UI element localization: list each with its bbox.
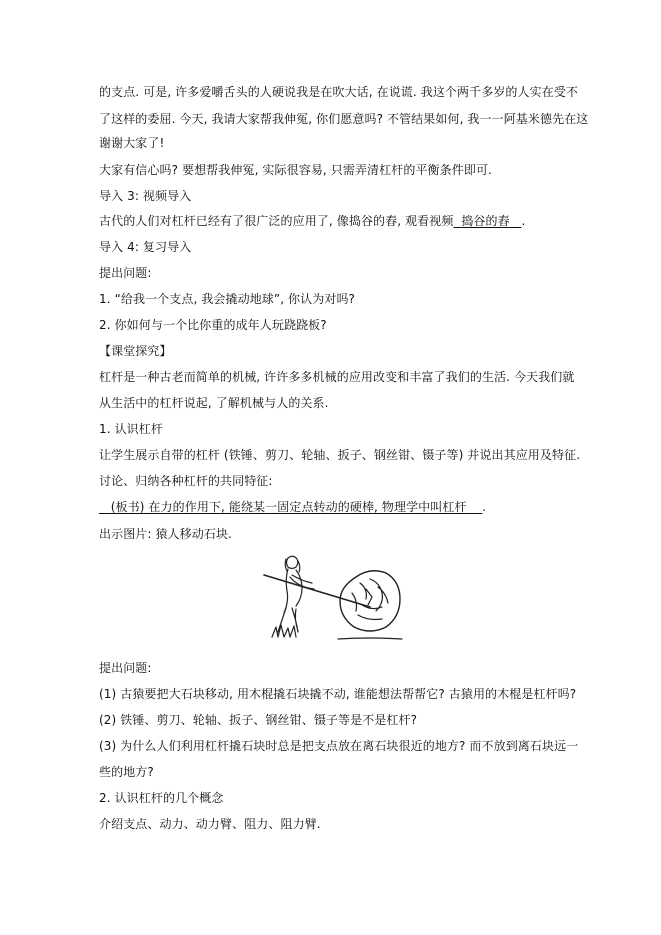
question-1: 1. “给我一个支点, 我会撬动地球”, 你认为对吗? [99,292,356,306]
question-label-1: 提出问题: [99,266,152,280]
question-ape-1: (1) 古猿要把大石块移动, 用木棍撬石块撬不动, 谁能想法帮帮它? 古猿用的木棍是杠杆吗? [99,687,577,701]
subheading-know-lever: 1. 认识杠杆 [99,422,163,436]
text-show-picture: 出示图片: 猿人移动石块. [99,527,232,541]
blank-answer [453,214,521,228]
definition-underlined [99,500,482,514]
text-lever-intro-1: 杠杆是一种古老而简单的机械, 许许多多机械的应用改变和丰富了我们的生活. 今天我们就 [99,370,575,384]
ape-moving-stone-illustration [258,553,404,643]
text-student-show: 让学生展示自带的杠杆 (铁锤、剪刀、轮轴、扳子、钢丝钳、镊子等) 并说出其应用及特征. [99,448,581,462]
subheading-lever-concepts: 2. 认识杠杆的几个概念 [99,791,224,805]
question-ape-3-cont: 些的地方? [99,765,154,779]
video-sentence: 古代的人们对杠杆已经有了很广泛的应用了, 像捣谷的舂, 观看视频 [99,214,454,228]
text-line-1: 的支点. 可是, 许多爱嚼舌头的人硬说我是在吹大话, 在说谎. 我这个两千多岁的人实在受不 [99,85,579,99]
question-ape-3: (3) 为什么人们利用杠杆撬石块时总是把支点放在离石块很近的地方? 而不放到离石块远一 [99,739,579,753]
text-line-4: 大家有信心吗? 要想帮我伸冤, 实际很容易, 只需弄清杠杆的平衡条件即可. [99,163,492,177]
text-board-definition [99,499,486,515]
text-discuss: 讨论、归纳各种杠杆的共同特征: [99,474,273,488]
heading-intro-4: 导入 4: 复习导入 [99,240,192,254]
definition-text: (板书) 在力的作用下, 能绕某一固定点转动的硬棒, 物理学中叫杠杆 [110,500,467,514]
heading-intro-3: 导入 3: 视频导入 [99,189,192,203]
text-line-3: 谢谢大家了! [99,136,165,150]
question-label-2: 提出问题: [99,661,152,675]
text-lever-intro-2: 从生活中的杠杆说起, 了解机械与人的关系. [99,396,329,410]
question-2: 2. 你如何与一个比你重的成年人玩跷跷板? [99,318,327,332]
blank-tail: . [521,214,526,228]
text-line-2: 了这样的委屈. 今天, 我请大家帮我伸冤, 你们愿意吗? 不管结果如何, 我一一阿基米德先在这 [99,112,589,126]
section-classroom-inquiry: 【课堂探究】 [99,344,172,358]
text-concepts-list: 介绍支点、动力、动力臂、阻力、阻力臂. [99,817,321,831]
blank-answer-text: 捣谷的舂 [461,214,510,228]
definition-tail: . [482,500,487,514]
text-line-video [99,213,525,229]
question-ape-2: (2) 铁锤、剪刀、轮轴、扳子、钢丝钳、镊子等是不是杠杆? [99,713,418,727]
